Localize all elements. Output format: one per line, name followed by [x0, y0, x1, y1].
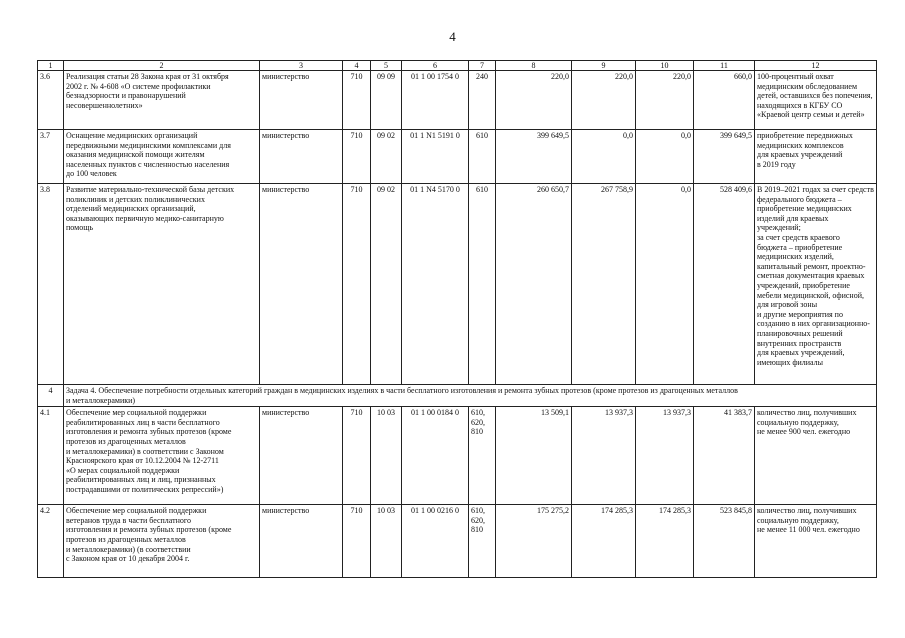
header-cell: 1	[38, 61, 64, 71]
executor: министерство	[260, 184, 343, 385]
activity-name: Обеспечение мер социальной поддержки реабилитированных лиц в части бесплатного изготовления и ремонта зубных протезов (кроме протезов из драгоценных металлов и металлокерамики) в соответствии с Законом Красноярского края от 10.12.2004 № 12-2711 «О мерах социальной поддержки реабилитированных лиц и лиц, признанных пострадавшими от политических репрессий»)	[64, 407, 260, 505]
amount-total: 523 845,8	[694, 505, 755, 578]
table-row	[38, 505, 877, 578]
grbs-code: 710	[343, 184, 371, 385]
table-row	[38, 130, 877, 184]
grbs-code: 710	[343, 71, 371, 130]
row-number: 3.7	[38, 130, 64, 184]
amount-year2: 174 285,3	[572, 505, 636, 578]
amount-year3: 0,0	[636, 130, 694, 184]
row-number: 4.2	[38, 505, 64, 578]
csr-code: 01 1 00 0184 0	[402, 407, 469, 505]
amount-year3: 220,0	[636, 71, 694, 130]
row-number: 3.6	[38, 71, 64, 130]
table-row	[38, 71, 877, 130]
amount-year1: 175 275,2	[496, 505, 572, 578]
amount-year2: 0,0	[572, 130, 636, 184]
activity-name: Реализация статьи 28 Закона края от 31 октября 2002 г. № 4-608 «О системе профилактики безнадзорности и правонарушений несовершеннолетних»	[64, 71, 260, 130]
amount-total: 399 649,5	[694, 130, 755, 184]
rzpr-code: 09 09	[371, 71, 402, 130]
amount-year3: 13 937,3	[636, 407, 694, 505]
header-cell: 3	[260, 61, 343, 71]
header-cell: 8	[496, 61, 572, 71]
header-row	[38, 61, 877, 71]
activity-name: Развитие материально-технической базы детских поликлиник и детских поликлинических отделений медицинских организаций, оказывающих первичную медико-санитарную помощь	[64, 184, 260, 385]
header-cell: 4	[343, 61, 371, 71]
program-table	[37, 60, 877, 578]
vr-code: 610	[469, 130, 496, 184]
activity-name: Обеспечение мер социальной поддержки ветеранов труда в части бесплатного изготовления и ремонта зубных протезов (кроме протезов из драгоценных металлов и металлокерамики) (в соответствии с Законом края от 10 декабря 2004 г.	[64, 505, 260, 578]
vr-code: 610	[469, 184, 496, 385]
amount-year1: 399 649,5	[496, 130, 572, 184]
amount-year2: 267 758,9	[572, 184, 636, 385]
amount-year3: 0,0	[636, 184, 694, 385]
rzpr-code: 10 03	[371, 407, 402, 505]
table-row	[38, 407, 877, 505]
amount-year3: 174 285,3	[636, 505, 694, 578]
executor: министерство	[260, 505, 343, 578]
page-number: 4	[449, 29, 456, 44]
amount-total: 41 383,7	[694, 407, 755, 505]
vr-code: 610, 620, 810	[469, 505, 496, 578]
task-row	[38, 385, 877, 407]
csr-code: 01 1 N1 5191 0	[402, 130, 469, 184]
csr-code: 01 1 00 1754 0	[402, 71, 469, 130]
executor: министерство	[260, 71, 343, 130]
amount-year2: 13 937,3	[572, 407, 636, 505]
row-number: 4.1	[38, 407, 64, 505]
grbs-code: 710	[343, 130, 371, 184]
header-cell: 7	[469, 61, 496, 71]
expected-result: количество лиц, получивших социальную поддержку, не менее 11 000 чел. ежегодно	[755, 505, 877, 578]
header-cell: 5	[371, 61, 402, 71]
executor: министерство	[260, 407, 343, 505]
vr-code: 240	[469, 71, 496, 130]
rzpr-code: 09 02	[371, 130, 402, 184]
rzpr-code: 10 03	[371, 505, 402, 578]
csr-code: 01 1 00 0216 0	[402, 505, 469, 578]
executor: министерство	[260, 130, 343, 184]
table-row	[38, 184, 877, 385]
amount-year2: 220,0	[572, 71, 636, 130]
task-number: 4	[38, 385, 64, 407]
amount-total: 528 409,6	[694, 184, 755, 385]
amount-year1: 13 509,1	[496, 407, 572, 505]
header-cell: 11	[694, 61, 755, 71]
header-cell: 2	[64, 61, 260, 71]
expected-result: количество лиц, получивших социальную поддержку, не менее 900 чел. ежегодно	[755, 407, 877, 505]
csr-code: 01 1 N4 5170 0	[402, 184, 469, 385]
amount-year1: 260 650,7	[496, 184, 572, 385]
task-heading: Задача 4. Обеспечение потребности отдельных категорий граждан в медицинских изделиях в части бесплатного изготовления и ремонта зубных протезов (кроме протезов из драгоценных металлов и металлокерамики)	[64, 385, 877, 407]
amount-year1: 220,0	[496, 71, 572, 130]
grbs-code: 710	[343, 505, 371, 578]
row-number: 3.8	[38, 184, 64, 385]
expected-result: приобретение передвижных медицинских комплексов для краевых учреждений в 2019 году	[755, 130, 877, 184]
header-cell: 9	[572, 61, 636, 71]
grbs-code: 710	[343, 407, 371, 505]
expected-result: 100-процентный охват медицинским обследованием детей, оставшихся без попечения, находящихся в КГБУ СО «Краевой центр семьи и детей»	[755, 71, 877, 130]
header-cell: 12	[755, 61, 877, 71]
header-cell: 6	[402, 61, 469, 71]
header-cell: 10	[636, 61, 694, 71]
vr-code: 610, 620, 810	[469, 407, 496, 505]
amount-total: 660,0	[694, 71, 755, 130]
activity-name: Оснащение медицинских организаций передвижными медицинскими комплексами для оказания медицинской помощи жителям населенных пунктов с численностью населения до 100 человек	[64, 130, 260, 184]
rzpr-code: 09 02	[371, 184, 402, 385]
expected-result: В 2019–2021 годах за счет средств федерального бюджета – приобретение медицинских изделий для краевых учреждений; за счет средств краевого бюджета – приобретение медицинских изделий, капитальный ремонт, проектно- сметная документация краевых учреждений, приобретение мебели медицинской, офисной, для игровой зоны и другие мероприятия по созданию в них организационно- планировочных решений внутренних пространств для краевых учреждений, имеющих филиалы	[755, 184, 877, 385]
